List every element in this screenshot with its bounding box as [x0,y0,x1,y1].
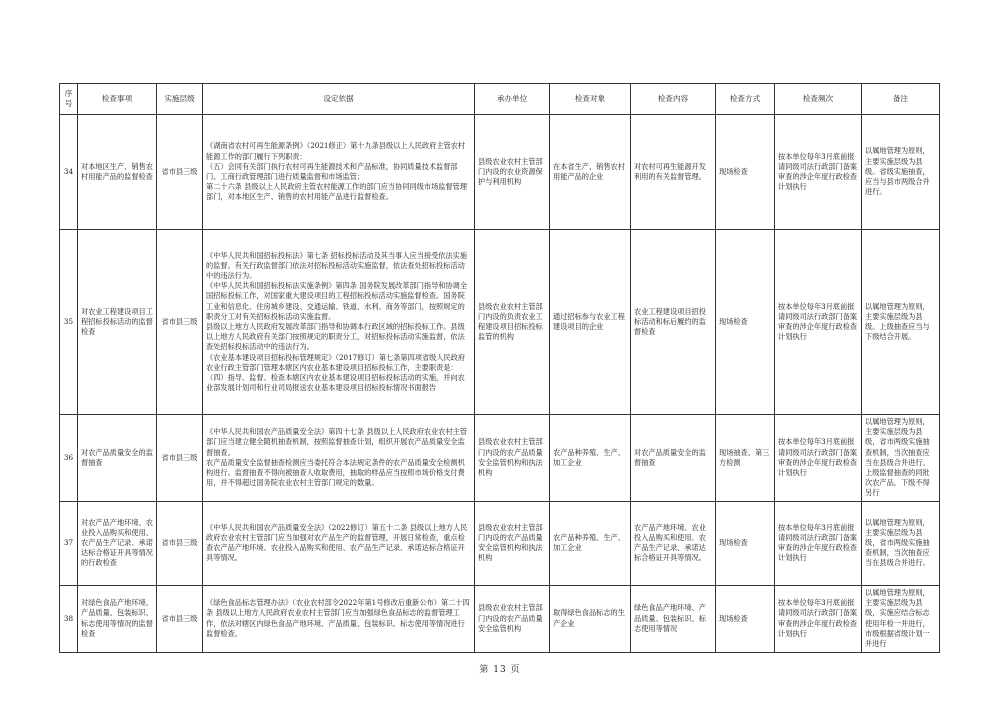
legal-basis-paragraph: （四）指导、监督、检查本辖区内农业基本建设项目招标投标活动的实施，并向农业部发展计划司和行业司局报送农业基本建设项目招标投标情况书面报告 [206,373,465,393]
check-method-cell: 现场检查 [716,585,775,652]
check-item-cell: 对本地区生产、销售农村用能产品的监督检查 [78,115,157,230]
inspection-table [59,83,940,653]
row-number-cell: 37 [60,501,78,585]
column-header: 检查频次 [775,84,862,115]
column-header: 检查对象 [550,84,631,115]
legal-basis-paragraph: 农产品质量安全监督抽查检测应当委托符合本法规定条件的农产品质量安全检测机构进行。监督抽查不得向被抽查人收取费用，抽取的样品应当按照市场价格支付费用，并不得超过国务院农业农村主管部门规定的数量。 [206,457,465,488]
check-method-cell: 现场检查 [716,230,775,415]
legal-basis-cell [203,415,475,502]
implementation-level-cell: 省市县三级 [157,585,203,652]
page-number: 第 13 页 [479,665,521,675]
legal-basis-paragraph: 《中华人民共和国农产品质量安全法》第四十七条 县级以上人民政府农业农村主管部门应当建立健全随机抽查机制，按照监督抽查计划，组织开展农产品质量安全监督抽查。 [206,427,468,457]
responsible-unit-cell: 县级农业农村主管部门内设的负责农业工程建设项目招标投标监管的机构 [475,230,550,415]
check-method-cell: 现场检查 [716,115,775,230]
column-header: 实施层级 [157,84,203,115]
legal-basis-cell [203,115,475,230]
check-target-cell: 取得绿色食品标志的生产企业 [550,585,631,652]
legal-basis-cell [203,230,475,415]
check-content-cell: 绿色食品产地环境、产品质量、包装标识、标志使用等情况 [631,585,716,652]
row-number-cell: 36 [60,415,78,502]
row-number-cell: 34 [60,115,78,230]
remarks-cell: 以属地管理为原则，主要实施层级为县级，实施应结合标志使用年检一并进行，市级根据省级计划一并进行 [862,585,940,652]
responsible-unit-cell: 县级农业农村主管部门内设的农业资源保护与利用机构 [475,115,550,230]
check-item-cell: 对农产品产地环境、农业投入品购买和使用、农产品生产记录、承诺达标合格证开具等情况的行政检查 [78,501,157,585]
legal-basis-cell [203,585,475,652]
legal-basis-paragraph: 《中华人民共和国农产品质量安全法》（2022修订）第五十二条 县级以上地方人民政府农业农村主管部门应当加强对农产品生产的监督管理，开展日常检查，重点检查农产品产地环境、农业投入品购买和使用、农产品生产记录、承诺达标合格证开具等情况。 [206,522,468,563]
check-content-cell: 对农村可再生能源开发利用的有关监督管理。 [631,115,716,230]
row-number-cell: 35 [60,230,78,415]
column-header: 检查内容 [631,84,716,115]
column-header: 检查事项 [78,84,157,115]
table-row [60,230,940,415]
check-content-cell: 对农产品质量安全的监督抽查 [631,415,716,502]
check-item-cell: 对绿色食品产地环境、产品质量、包装标识、标志使用等情况的监督检查 [78,585,157,652]
implementation-level-cell: 省市县三级 [157,501,203,585]
implementation-level-cell: 省市县三级 [157,415,203,502]
inspection-table-wrapper [59,83,939,653]
check-method-cell: 现场检查 [716,501,775,585]
legal-basis-paragraph: （五）会同有关部门执行农村可再生能源技术和产品标准，协同质量技术监督部门、工商行政管理部门进行质量监督和市场监管； [206,161,458,181]
check-item-cell: 对农业工程建设项目工程招标投标活动的监督检查 [78,230,157,415]
table-header-row [60,84,940,115]
responsible-unit-cell: 县级农业农村主管部门内设的农产品质量安全监管机构和执法机构 [475,501,550,585]
check-target-cell: 农产品种养殖、生产、加工企业 [550,501,631,585]
table-row [60,115,940,230]
remarks-cell: 以属地管理为原则，主要实施层级为县级。上级抽查应当与下级结合开展。 [862,230,940,415]
column-header: 备注 [862,84,940,115]
check-item-cell: 对农产品质量安全的监督抽查 [78,415,157,502]
check-target-cell: 通过招标参与农业工程建设项目的企业 [550,230,631,415]
check-method-cell: 现场抽查、第三方检测 [716,415,775,502]
legal-basis-paragraph: 县级以上地方人民政府发展改革部门指导和协调本行政区域的招标投标工作。县级以上地方人民政府有关部门按照规定的职责分工，对招标投标活动实施监督，依法查处招标投标活动中的违法行为。 [206,322,465,352]
check-target-cell: 农产品种养殖、生产、加工企业 [550,415,631,502]
row-number-cell: 38 [60,585,78,652]
check-target-cell: 在本省生产、销售农村用能产品的企业 [550,115,631,230]
table-row [60,415,940,502]
responsible-unit-cell: 县级农业农村主管部门内设的农产品质量安全监管机构 [475,585,550,652]
table-row [60,501,940,585]
table-row [60,585,940,652]
remarks-cell: 以属地管理为原则，主要实施层级为县级。省级实施抽查，应当与县市两级合并进行。 [862,115,940,230]
column-header: 检查方式 [716,84,775,115]
check-frequency-cell: 按本单位每年3月底前报请同级司法行政部门备案审查的涉企年度行政检查计划执行 [775,501,862,585]
check-frequency-cell: 按本单位每年3月底前报请同级司法行政部门备案审查的涉企年度行政检查计划执行 [775,115,862,230]
table-body [60,115,940,653]
legal-basis-paragraph: 《中华人民共和国招标投标法》第七条 招标投标活动及其当事人应当接受依法实施的监督。有关行政监督部门依法对招标投标活动实施监督，依法查处招标投标活动中的违法行为。 [206,250,468,280]
legal-basis-paragraph: 《绿色食品标志管理办法》（农业农村部令2022年第1号修改后重新公布）第二十四条 县级以上地方人民政府农业农村主管部门应当加强绿色食品标志的监督管理工作，依法对辖区内绿色食品产地环境、产品质量、包装标识、标志使用等情况进行监督检查。 [206,598,470,638]
remarks-cell: 以属地管理为原则，主要实施层级为县级，省市两级实施抽查机制，当次抽查应当在县级合并进行。 [862,501,940,585]
check-content-cell: 农业工程建设项目招投标活动和标后履约的监督检查 [631,230,716,415]
column-header: 承办单位 [475,84,550,115]
legal-basis-paragraph: 《湖南省农村可再生能源条例》（2021修正）第十九条县级以上人民政府主管农村能源工作的部门履行下列职责： [206,141,466,161]
check-frequency-cell: 按本单位每年3月底前报请同级司法行政部门备案审查的涉企年度行政检查计划执行 [775,415,862,502]
check-content-cell: 农产品产地环境、农业投入品购买和使用、农产品生产记录、承诺达标合格证开具等情况。 [631,501,716,585]
remarks-cell: 以属地管理为原则，主要实施层级为县级，省市两级实施抽查机制，当次抽查应当在县级合并进行。上级监督抽查的同批次农产品，下级不得另行 [862,415,940,502]
column-header: 设定依据 [203,84,475,115]
column-header: 序号 [60,84,78,115]
check-frequency-cell: 按本单位每年3月底前报请同级司法行政部门备案审查的涉企年度行政检查计划执行 [775,230,862,415]
implementation-level-cell: 省市县三级 [157,115,203,230]
legal-basis-paragraph: 第二十六条 县级以上人民政府主管农村能源工作的部门应当协同同级市场监督管理部门，对本地区生产、销售的农村用能产品进行监督检查。 [206,182,468,202]
legal-basis-cell [203,501,475,585]
legal-basis-paragraph: 《农业基本建设项目招标投标管理规定》（2017修订）第七条第四项省级人民政府农业行政主管部门管理本辖区内农业基本建设项目招标投标工作，主要职责是： [206,352,466,372]
implementation-level-cell: 省市县三级 [157,230,203,415]
check-frequency-cell: 按本单位每年3月底前报请同级司法行政部门备案审查的涉企年度行政检查计划执行 [775,585,862,652]
responsible-unit-cell: 县级农业农村主管部门内设的农产品质量安全监管机构和执法机构 [475,415,550,502]
legal-basis-paragraph: 《中华人民共和国招标投标法实施条例》第四条 国务院发展改革部门指导和协调全国招标投标工作，对国家重大建设项目的工程招标投标活动实施监督检查。国务院工业和信息化、住房城乡建设、交通运输、铁道、水利、商务等部门，按照规定的职责分工对有关招标投标活动实施监督。 [206,281,468,321]
